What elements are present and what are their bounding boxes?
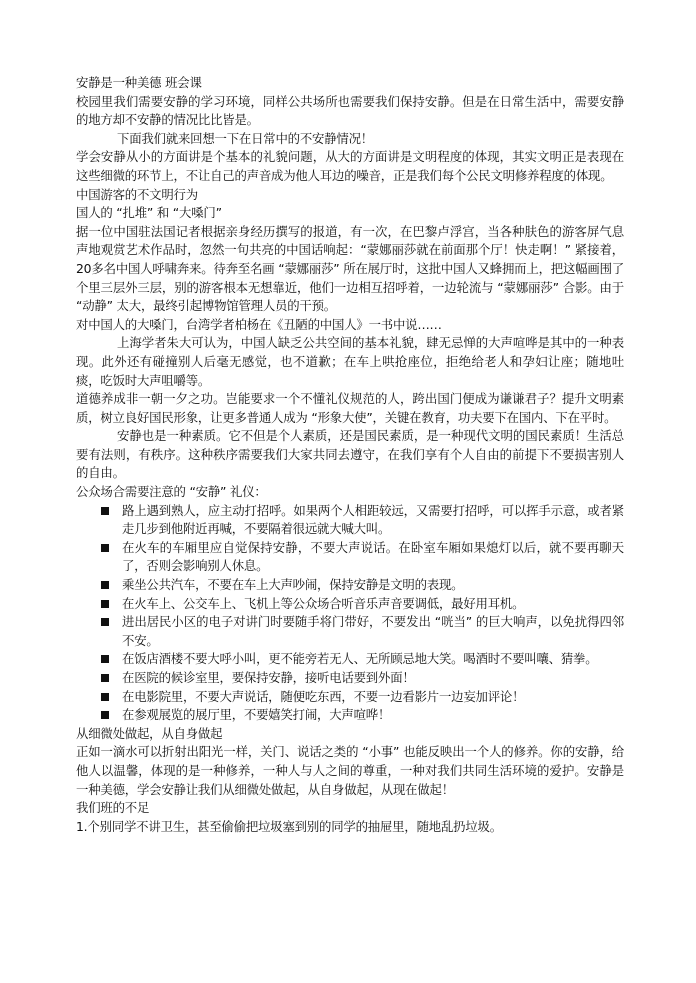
bullet-square-icon — [101, 544, 109, 552]
heading-class-shortcomings: 我们班的不足 — [76, 800, 150, 816]
etiquette-list — [76, 502, 624, 725]
heading-tourist-behavior: 中国游客的不文明行为 — [76, 186, 198, 202]
bullet-square-icon — [101, 581, 109, 589]
civility-paragraph: 学会安静从小的方面讲是个基本的礼貌问题，从大的方面讲是文明程度的体现，其实文明正是表现在这些细微的环节上，不让自己的声音成为他人耳边的噪音，正是我们每个公民文明修养程度的体现。 — [76, 149, 624, 183]
conclusion-paragraph: 正如一滴水可以折射出阳光一样，关门、说话之类的 “小事” 也能反映出一个人的修养。你的安静，给他人以温馨，体现的是一种修养，一种人与人之间的尊重，一种对我们共同生活环境的爱护。安静是一种美德，学会安静让我们从细微处做起，从自身做起，从现在做起！ — [76, 744, 624, 797]
list-item: 在医院的候诊室里，要保持安静，接听电话要到外面！ — [122, 669, 624, 688]
morality-paragraph: 道德养成非一朝一夕之功。岂能要求一个不懂礼仪规范的人，跨出国门便成为谦谦君子？提升文明素质，树立良好国民形象，让更多普通人成为 “形象大使”，关键在教育，功夫要下在国内、下在平时。 — [76, 391, 624, 425]
list-item: 路上遇到熟人，应主动打招呼。如果两个人相距较远，又需要打招呼，可以挥手示意，或者紧走几步到他附近再喊，不要隔着很远就大喊大叫。 — [122, 502, 624, 539]
quality-paragraph: 安静也是一种素质。它不但是个人素质，还是国民素质，是一种现代文明的国民素质！生活总要有法则，有秩序。这种秩序需要我们大家共同去遵守，在我们享有个人自由的前提下不要损害别人的自由。 — [76, 428, 624, 481]
list-item: 在电影院里，不要大声说话，随便吃东西，不要一边看影片一边妄加评论！ — [122, 688, 624, 707]
bullet-square-icon — [101, 674, 109, 682]
list-item: 进出居民小区的电子对讲门时要随手将门带好，不要发出 “咣当” 的巨大响声，以免扰得四邻不安。 — [122, 613, 624, 650]
heading-etiquette: 公众场合需要注意的 “安静” 礼仪： — [76, 484, 267, 500]
document-title: 安静是一种美德 班会课 — [76, 75, 202, 90]
intro-paragraph: 校园里我们需要安静的学习环境，同样公共场所也需要我们保持安静。但是在日常生活中，需要安静的地方却不安静的情况比比皆是。 — [76, 93, 624, 128]
recall-paragraph: 下面我们就来回想一下在日常中的不安静情况！ — [117, 130, 374, 146]
document-body — [76, 74, 624, 836]
bullet-square-icon — [101, 618, 109, 626]
bullet-square-icon — [101, 711, 109, 719]
heading-crowding-loud-voice: 国人的 “扎堆” 和 “大嗓门” — [76, 205, 222, 221]
boyang-paragraph: 对中国人的大嗓门，台湾学者柏杨在《丑陋的中国人》一书中说…… — [76, 316, 442, 332]
heading-start-small: 从细微处做起，从自身做起 — [76, 725, 223, 741]
list-item: 在火车的车厢里应自觉保持安静，不要大声说话。在卧室车厢如果熄灯以后，就不要再聊天了，否则会影响别人休息。 — [122, 539, 624, 576]
bullet-square-icon — [101, 600, 109, 608]
list-item: 在参观展览的展厅里，不要嬉笑打闹，大声喧哗！ — [122, 706, 624, 725]
shortcoming-item-1: 1.个别同学不讲卫生，甚至偷偷把垃圾塞到别的同学的抽屉里，随地乱扔垃圾。 — [76, 818, 502, 834]
bullet-square-icon — [101, 507, 109, 515]
bullet-square-icon — [101, 655, 109, 663]
zhudake-paragraph: 上海学者朱大可认为，中国人缺乏公共空间的基本礼貌，肆无忌惮的大声喧哗是其中的一种表现。此外还有碰撞别人后毫无感觉，也不道歉；在车上哄抢座位，拒绝给老人和孕妇让座；随地吐痰，吃饭时大声咀嚼等。 — [76, 335, 624, 388]
bullet-square-icon — [101, 693, 109, 701]
list-item: 在饭店酒楼不要大呼小叫，更不能旁若无人、无所顾忌地大笑。喝酒时不要叫嚷、猜拳。 — [122, 650, 624, 669]
list-item: 在火车上、公交车上、飞机上等公众场合听音乐声音要调低，最好用耳机。 — [122, 595, 624, 614]
louvre-paragraph: 据一位中国驻法国记者根据亲身经历撰写的报道，有一次，在巴黎卢浮宫，当各种肤色的游客屏气息声地观赏艺术作品时，忽然一句共亮的中国话响起：“蒙娜丽莎就在前面那个厅！快走啊！” 紧接着，20多名中国人呼啸奔来。待奔至名画 “蒙娜丽莎” 所在展厅时，这批中国人又蜂拥而上，把这幅画围了个里三层外三层，别的游客根本无想靠近，他们一边相互招呼着，一边轮流与 “蒙娜丽莎” 合影。由于 “动静” 太大，最终引起博物馆管理人员的干预。 — [76, 223, 624, 314]
list-item: 乘坐公共汽车，不要在车上大声吵闹，保持安静是文明的表现。 — [122, 576, 624, 595]
